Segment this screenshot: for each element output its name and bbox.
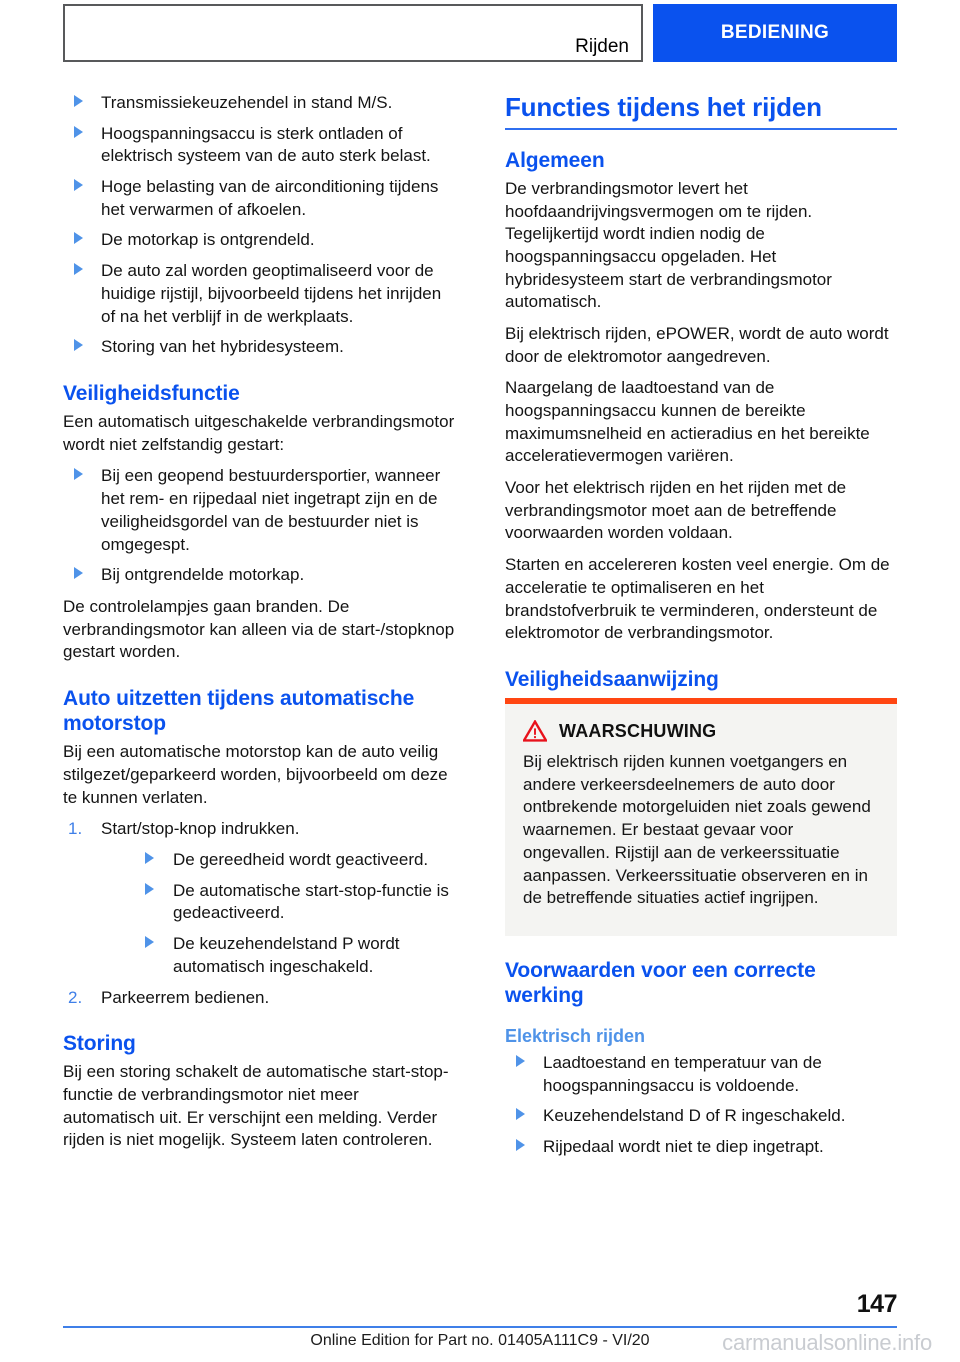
header-chapter-tab	[653, 4, 897, 62]
step-number: 2 .	[68, 987, 82, 1010]
list-item	[63, 336, 455, 359]
algemeen-paragraph: Voor het elektrisch rijden en het rijden met de verbrandingsmotor moet aan de betreffende voorwaarden worden voldaan.	[505, 478, 847, 543]
list-item-text: De gereedheid wordt geactiveerd.	[173, 850, 429, 870]
page-number: 147	[856, 1290, 897, 1318]
step-number: 1 .	[68, 818, 82, 841]
header-section-box	[63, 4, 643, 62]
step-text: Start/stop-knop indrukken.	[101, 819, 300, 839]
heading-auto-uitzetten: Auto uitzetten tijdens automatische motorstop	[63, 686, 415, 736]
heading-algemeen: Algemeen	[505, 148, 605, 172]
step-text: Parkeerrem bedienen.	[101, 987, 270, 1007]
list-item-text: De keuzehendelstand P wordt automatisch ingeschakeld.	[173, 934, 400, 976]
triangle-bullet-icon	[145, 936, 154, 948]
list-item	[63, 564, 455, 587]
list-item-text: Keuzehendelstand D of R ingeschakeld.	[543, 1106, 846, 1126]
list-item-text: Bij ontgrendelde motorkap.	[101, 565, 305, 585]
warning-box	[505, 704, 897, 936]
list-item	[505, 1136, 897, 1159]
algemeen-paragraph: Starten en accelereren kosten veel energie. Om de acceleratie te optimaliseren en het brandstofverbruik te verminderen, ondersteunt de elektromotor de verbrandingsmotor.	[505, 555, 890, 643]
triangle-bullet-icon	[74, 232, 83, 244]
page-title: Functies tijdens het rijden	[505, 92, 897, 130]
list-item-text: Laadtoestand en temperatuur van de hoogspanningsaccu is voldoende.	[543, 1052, 822, 1095]
list-item	[101, 933, 455, 978]
header-chapter-label: BEDIENING	[720, 22, 830, 43]
warning-text: Bij elektrisch rijden kunnen voetgangers en andere verkeersdeelnemers de auto door ontbrekende motorgeluiden niet zoals gewend waarnemen. Er bestaat gevaar voor ongevallen. Rijstijl aan de verkeerssituatie aanpassen. Verkeerssituatie observeren en in de betreffende situaties actief ingrijpen.	[523, 752, 871, 908]
list-item-text: Rijpedaal wordt niet te diep ingetrapt.	[543, 1136, 824, 1156]
right-column	[505, 92, 897, 1167]
list-item	[505, 1052, 897, 1097]
list-item	[63, 260, 455, 328]
triangle-bullet-icon	[516, 1139, 525, 1151]
veiligheidsfunctie-intro: Een automatisch uitgeschakelde verbrandingsmotor wordt niet zelfstandig gestart:	[63, 412, 455, 454]
list-item	[63, 818, 455, 978]
heading-storing: Storing	[63, 1032, 136, 1056]
left-column	[63, 92, 455, 1167]
triangle-bullet-icon	[74, 263, 83, 275]
list-item-text: De auto zal worden geoptimaliseerd voor de huidige rijstijl, bijvoorbeeld tijdens het inrijden of na het verblijf in de werkplaats.	[101, 261, 442, 326]
running-header	[63, 4, 897, 62]
warning-triangle-icon	[523, 720, 547, 742]
list-item	[63, 465, 455, 556]
triangle-bullet-icon	[145, 883, 154, 895]
auto-uitzetten-step-list	[63, 818, 455, 1009]
warning-title: WAARSCHUWING	[559, 720, 717, 741]
algemeen-paragraph: Bij elektrisch rijden, ePOWER, wordt de auto wordt door de elektromotor aangedreven.	[505, 323, 889, 366]
warning-header	[523, 720, 879, 742]
step-sub-bullet-list	[101, 849, 455, 978]
auto-uitzetten-intro: Bij een automatische motorstop kan de auto veilig stilgezet/geparkeerd worden, bijvoorbeeld om deze te kunnen verlaten.	[63, 742, 448, 807]
list-item-text: Hoogspanningsaccu is sterk ontladen of elektrisch systeem van de auto sterk belast.	[101, 123, 431, 166]
triangle-bullet-icon	[516, 1108, 525, 1120]
triangle-bullet-icon	[145, 852, 154, 864]
voorwaarden-bullet-list	[505, 1052, 897, 1159]
footer-divider	[63, 1326, 897, 1328]
site-watermark: carmanualsonline.info	[722, 1330, 932, 1355]
list-item	[63, 92, 455, 115]
list-item-text: Bij een geopend bestuurdersportier, wanneer het rem- en rijpedaal niet ingetrapt zijn en de veiligheidsgordel van de bestuurder niet is omgegespt.	[101, 466, 441, 554]
triangle-bullet-icon	[74, 339, 83, 351]
heading-veiligheidsfunctie: Veiligheidsfunctie	[63, 381, 240, 405]
list-item-text: Transmissiekeuzehendel in stand M/S.	[101, 93, 393, 112]
list-item	[101, 849, 455, 872]
triangle-bullet-icon	[74, 179, 83, 191]
triangle-bullet-icon	[74, 567, 83, 579]
list-item-text: Storing van het hybridesysteem.	[101, 337, 344, 357]
triangle-bullet-icon	[516, 1055, 525, 1067]
storing-body: Bij een storing schakelt de automatische start-stop-functie de verbrandingsmotor niet meer automatisch uit. Er verschijnt een melding. Verder rijden is niet mogelijk. Systeem laten controleren.	[63, 1062, 449, 1150]
veiligheidsfunctie-bullet-list	[63, 465, 455, 586]
list-item	[101, 880, 455, 925]
list-item-text: De motorkap is ontgrendeld.	[101, 230, 315, 250]
list-item	[63, 176, 455, 221]
algemeen-paragraph: De verbrandingsmotor levert het hoofdaandrijvingsvermogen om te rijden. Tegelijkertijd wordt indien nodig de hoogspanningsaccu opgeladen. Het hybridesysteem start de verbrandingsmotor automatisch.	[505, 178, 832, 312]
veiligheidsfunctie-outro: De controlelampjes gaan branden. De verbrandingsmotor kan alleen via de start-/stopknop gestart worden.	[63, 596, 455, 662]
heading-voorwaarden: Voorwaarden voor een correcte werking	[505, 958, 816, 1008]
list-item-text: De automatische start-stop-functie is gedeactiveerd.	[173, 880, 449, 923]
list-item	[505, 1105, 897, 1128]
page-columns	[63, 92, 897, 1167]
header-section-label: Rijden	[575, 36, 629, 57]
triangle-bullet-icon	[74, 126, 83, 138]
subheading-elektrisch-rijden: Elektrisch rijden	[505, 1026, 646, 1047]
triangle-bullet-icon	[74, 468, 83, 480]
algemeen-paragraph: Naargelang de laadtoestand van de hoogspanningsaccu kunnen de bereikte maximumsnelheid en actieradius en het bereikte acceleratievermogen variëren.	[505, 378, 870, 466]
list-item	[63, 987, 455, 1010]
heading-veiligheidsaanwijzing: Veiligheidsaanwijzing	[505, 667, 897, 704]
list-item-text: Hoge belasting van de airconditioning tijdens het verwarmen of afkoelen.	[101, 177, 439, 219]
list-item	[63, 229, 455, 252]
edition-notice: Online Edition for Part no. 01405A111C9 - VI/20	[310, 1332, 650, 1349]
triangle-bullet-icon	[74, 95, 83, 107]
list-item	[63, 123, 455, 168]
intro-bullet-list	[63, 92, 455, 359]
